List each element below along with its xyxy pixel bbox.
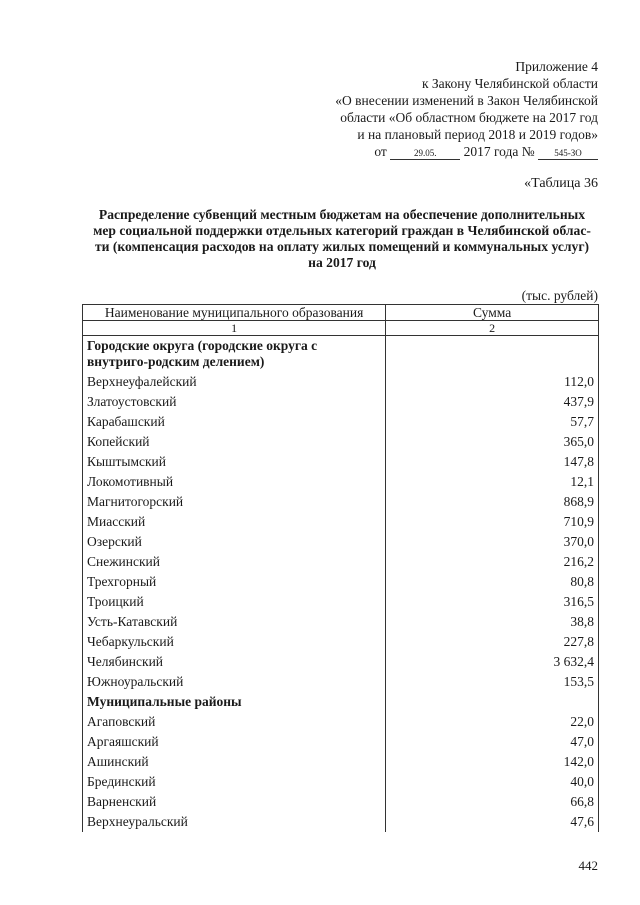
table-row <box>83 572 599 592</box>
municipality-name: Агаповский <box>83 712 386 732</box>
municipality-name: Копейский <box>83 432 386 452</box>
subsidy-amount: 216,2 <box>386 552 599 572</box>
table-row <box>83 752 599 772</box>
municipality-name: Трехгорный <box>83 572 386 592</box>
subsidy-amount: 868,9 <box>386 492 599 512</box>
municipality-name: Верхнеуральский <box>83 812 386 832</box>
table-row <box>83 732 599 752</box>
section-title: Городские округа (городские округа с внутриго-родским делением) <box>83 336 386 373</box>
table-reference: «Таблица 36 <box>524 176 598 191</box>
column-header-sum: Сумма <box>386 305 599 321</box>
appendix-line: «О внесении изменений в Закон Челябинской <box>335 93 598 108</box>
table-body <box>83 336 599 833</box>
subsidy-amount: 710,9 <box>386 512 599 532</box>
appendix-header <box>258 58 598 160</box>
subsidy-amount: 40,0 <box>386 772 599 792</box>
appendix-line: к Закону Челябинской области <box>421 76 598 91</box>
title-line: на 2017 год <box>308 255 376 270</box>
municipality-name: Брединский <box>83 772 386 792</box>
subsidy-amount: 80,8 <box>386 572 599 592</box>
title-line: ти (компенсация расходов на оплату жилых помещений и коммунальных услуг) <box>94 239 590 254</box>
appendix-line: и на плановый период 2018 и 2019 годов» <box>357 127 598 142</box>
table-row <box>83 532 599 552</box>
municipality-name: Челябинский <box>83 652 386 672</box>
appendix-line: Приложение 4 <box>515 59 598 74</box>
column-number: 2 <box>386 321 599 336</box>
table-row <box>83 432 599 452</box>
table-row <box>83 632 599 652</box>
municipality-name: Снежинский <box>83 552 386 572</box>
subsidy-amount: 57,7 <box>386 412 599 432</box>
municipality-name: Чебаркульский <box>83 632 386 652</box>
law-number: 545-ЗО <box>538 147 598 160</box>
subsidy-amount: 3 632,4 <box>386 652 599 672</box>
subsidy-amount: 22,0 <box>386 712 599 732</box>
table-row <box>83 512 599 532</box>
page-number: 442 <box>578 858 598 873</box>
section-value-cell <box>386 336 599 373</box>
municipality-name: Миасский <box>83 512 386 532</box>
table-row <box>83 552 599 572</box>
municipality-name: Верхнеуфалейский <box>83 372 386 392</box>
municipality-name: Магнитогорский <box>83 492 386 512</box>
units-label: (тыс. рублей) <box>521 288 598 303</box>
table-row <box>83 412 599 432</box>
table-row <box>83 492 599 512</box>
section-row <box>83 336 599 373</box>
table-row <box>83 592 599 612</box>
section-title: Муниципальные районы <box>83 692 386 712</box>
subsidy-amount: 147,8 <box>386 452 599 472</box>
title-line: Распределение субвенций местным бюджетам на обеспечение дополнительных <box>98 207 586 222</box>
subsidy-amount: 437,9 <box>386 392 599 412</box>
table-row <box>83 372 599 392</box>
table-row <box>83 712 599 732</box>
subsidy-amount: 316,5 <box>386 592 599 612</box>
table-row <box>83 612 599 632</box>
subsidy-amount: 370,0 <box>386 532 599 552</box>
date-value: 29.05. <box>390 147 460 160</box>
subsidy-amount: 365,0 <box>386 432 599 452</box>
municipality-name: Варненский <box>83 792 386 812</box>
subsidy-amount: 227,8 <box>386 632 599 652</box>
column-header-name: Наименование муниципального образования <box>83 305 386 321</box>
section-row <box>83 692 599 712</box>
subsidy-amount: 66,8 <box>386 792 599 812</box>
date-prefix: от <box>374 144 387 159</box>
table-row <box>83 392 599 412</box>
subsidy-amount: 153,5 <box>386 672 599 692</box>
subsidy-amount: 38,8 <box>386 612 599 632</box>
municipality-name: Кыштымский <box>83 452 386 472</box>
municipality-name: Троицкий <box>83 592 386 612</box>
municipality-name: Локомотивный <box>83 472 386 492</box>
municipality-name: Озерский <box>83 532 386 552</box>
municipality-name: Усть-Катавский <box>83 612 386 632</box>
subsidy-amount: 12,1 <box>386 472 599 492</box>
subsidy-table <box>82 304 599 832</box>
column-number-row <box>83 321 599 336</box>
year-text: 2017 года № <box>463 144 535 159</box>
document-title <box>82 207 602 271</box>
table-header-row <box>83 305 599 321</box>
municipality-name: Ашинский <box>83 752 386 772</box>
table-row <box>83 812 599 832</box>
subsidy-amount: 112,0 <box>386 372 599 392</box>
column-number: 1 <box>83 321 386 336</box>
table-row <box>83 672 599 692</box>
appendix-line: области «Об областном бюджете на 2017 год <box>340 110 598 125</box>
section-value-cell <box>386 692 599 712</box>
subsidy-amount: 142,0 <box>386 752 599 772</box>
municipality-name: Аргаяшский <box>83 732 386 752</box>
table-row <box>83 772 599 792</box>
table-row <box>83 792 599 812</box>
subsidy-amount: 47,0 <box>386 732 599 752</box>
law-date-line <box>258 143 598 160</box>
municipality-name: Южноуральский <box>83 672 386 692</box>
subsidy-amount: 47,6 <box>386 812 599 832</box>
title-line: мер социальной поддержки отдельных категорий граждан в Челябинской облас- <box>93 223 591 238</box>
municipality-name: Карабашский <box>83 412 386 432</box>
table-row <box>83 472 599 492</box>
table-row <box>83 652 599 672</box>
table-row <box>83 452 599 472</box>
municipality-name: Златоустовский <box>83 392 386 412</box>
